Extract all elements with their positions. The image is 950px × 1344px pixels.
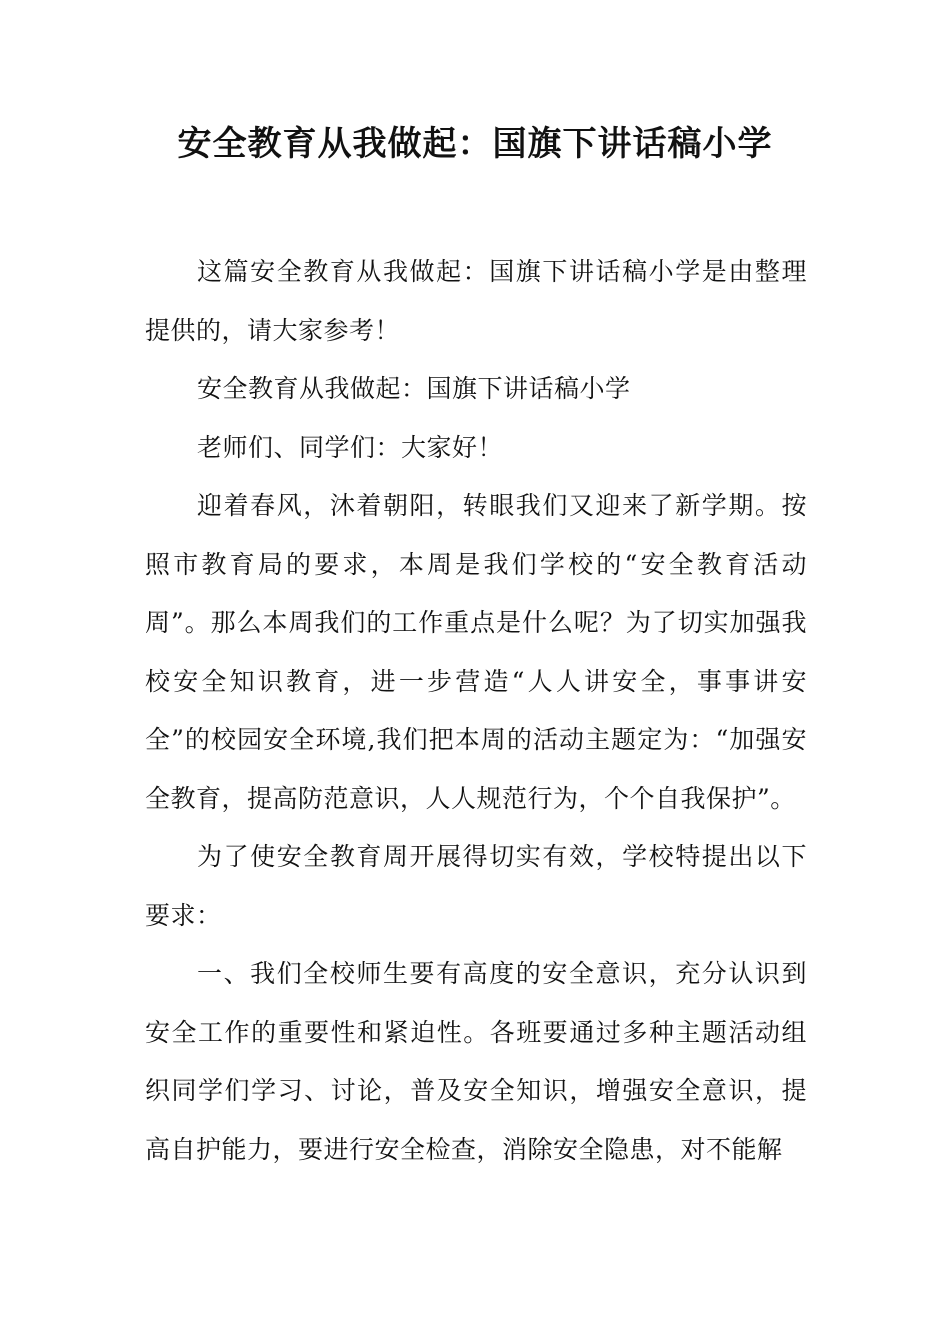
paragraph-greeting: 老师们、同学们：大家好！ xyxy=(197,432,504,462)
paragraph-intro: 这篇安全教育从我做起：国旗下讲话稿小学是由整理提供的，请大家参考！ xyxy=(145,257,807,345)
paragraph-subtitle: 安全教育从我做起：国旗下讲话稿小学 xyxy=(197,374,631,403)
paragraph-requirement-one: 一、我们全校师生要有高度的安全意识，充分认识到安全工作的重要性和紧迫性。各班要通过多种主题活动组织同学们学习、讨论，普及安全知识，增强安全意识，提高自护能力，要进行安全检查，消除安全隐患，对不能解 xyxy=(145,959,807,1164)
document-body xyxy=(145,243,807,1179)
paragraph-requirements-intro: 为了使安全教育周开展得切实有效，学校特提出以下要求： xyxy=(145,842,807,930)
paragraph-theme: 迎着春风，沐着朝阳，转眼我们又迎来了新学期。按照市教育局的要求，本周是我们学校的“安全教育活动周”。那么本周我们的工作重点是什么呢？为了切实加强我校安全知识教育，进一步营造“人人讲安全，事事讲安全”的校园安全环境,我们把本周的活动主题定为：“加强安全教育，提高防范意识，人人规范行为，个个自我保护”。 xyxy=(145,491,807,813)
document-title: 安全教育从我做起：国旗下讲话稿小学 xyxy=(177,124,773,164)
